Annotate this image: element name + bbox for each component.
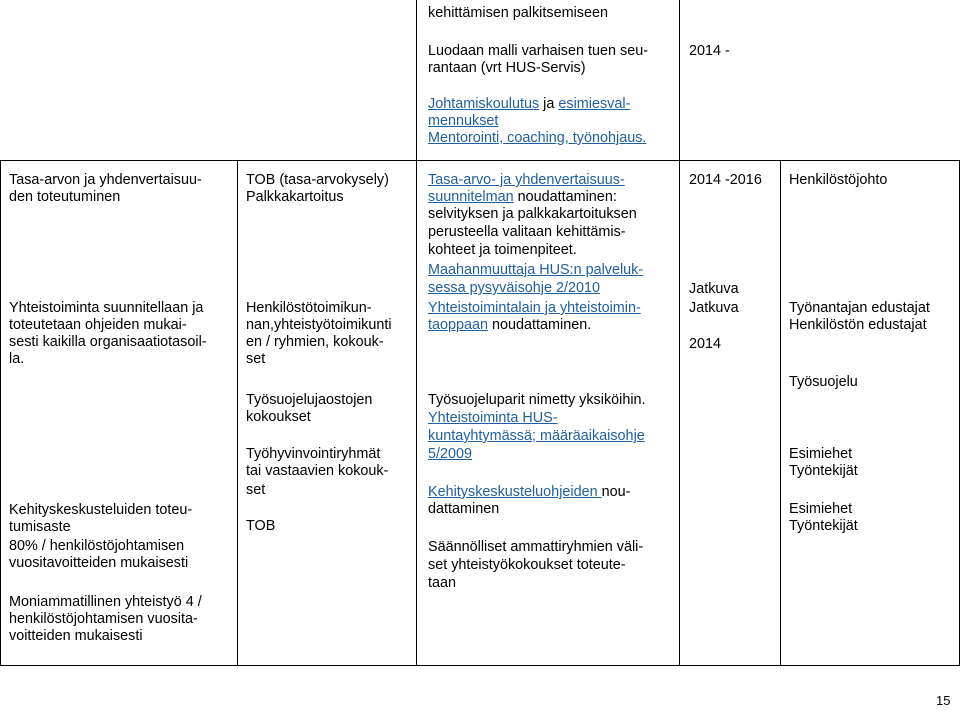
cell-text: nou- <box>601 484 631 500</box>
table-border <box>237 160 238 666</box>
cell-text: den toteutuminen <box>9 189 121 205</box>
cell-text: set <box>246 482 266 498</box>
yhteistoiminta-hus-link[interactable]: 5/2009 <box>428 446 473 462</box>
cell-text: rantaan (vrt HUS-Servis) <box>428 60 586 76</box>
cell-text: perusteella valitaan kehittämis- <box>428 224 626 240</box>
conjunction-text: ja <box>539 96 559 112</box>
cell-text: kokoukset <box>246 409 311 425</box>
cell-text: Tasa-arvon ja yhdenvertaisuu- <box>9 172 202 188</box>
yhteistoiminta-hus-link[interactable]: Yhteistoiminta HUS- <box>428 410 558 426</box>
cell-text: tumisaste <box>9 519 71 535</box>
cell-text: kohteet ja toimenpiteet. <box>428 242 577 258</box>
cell-text: Kehityskeskusteluiden toteu- <box>9 502 193 518</box>
cell-text: set yhteistyökokoukset toteute- <box>428 557 626 573</box>
cell-text: vuositavoitteiden mukaisesti <box>9 555 189 571</box>
cell-text: la. <box>9 351 25 367</box>
cell-text: selvityksen ja palkkakartoituksen <box>428 206 637 222</box>
cell-text: tai vastaavien kokouk- <box>246 463 389 479</box>
cell-text: 2014 -2016 <box>689 172 762 188</box>
cell-text: voitteiden mukaisesti <box>9 628 143 644</box>
kehityskeskusteluohje-link[interactable]: Kehityskeskusteluohjeiden <box>428 484 602 500</box>
cell-text: Luodaan malli varhaisen tuen seu- <box>428 43 648 59</box>
tasa-arvosuunnitelma-link[interactable]: Tasa-arvo- ja yhdenvertaisuus- <box>428 172 625 188</box>
cell-text: noudattaminen: <box>513 189 617 205</box>
cell-text: Palkkakartoitus <box>246 189 344 205</box>
cell-text: Työnantajan edustajat <box>789 300 930 316</box>
cell-text <box>428 317 591 334</box>
yhteistoimintalaki-link[interactable]: taoppaan <box>428 317 489 333</box>
cell-text: Työsuojelujaostojen <box>246 392 373 408</box>
esimiesvalmennukset-link[interactable]: mennukset <box>428 113 499 129</box>
maahanmuuttaja-ohje-link[interactable]: Maahanmuuttaja HUS:n palveluk- <box>428 262 644 278</box>
maahanmuuttaja-ohje-link[interactable]: sessa pysyväisohje 2/2010 <box>428 280 600 296</box>
cell-text: TOB <box>246 518 276 534</box>
cell-text: en / ryhmien, kokouk- <box>246 334 384 350</box>
table-border <box>679 160 680 666</box>
cell-text: Esimiehet <box>789 501 853 517</box>
cell-text: 80% / henkilöstöjohtamisen <box>9 538 185 554</box>
cell-text: Henkilöstön edustajat <box>789 317 927 333</box>
cell-text: sesti kaikilla organisaatiotasoil- <box>9 334 207 350</box>
cell-text: Säännölliset ammattiryhmien väli- <box>428 539 644 555</box>
cell-text: 2014 <box>689 336 722 352</box>
cell-text: Henkilöstötoimikun- <box>246 300 372 316</box>
mentorointi-link[interactable]: Mentorointi, coaching, työnohjaus. <box>428 130 647 146</box>
cell-text: Henkilöstöjohto <box>789 172 888 188</box>
cell-text: taan <box>428 575 457 591</box>
cell-text: Moniammatillinen yhteistyö 4 / <box>9 594 202 610</box>
table-border <box>0 665 960 666</box>
table-border <box>679 0 680 160</box>
tasa-arvosuunnitelma-link[interactable]: suunnitelman <box>428 189 514 205</box>
table-border <box>0 160 1 666</box>
cell-text <box>428 189 617 206</box>
cell-text: Työntekijät <box>789 463 858 479</box>
cell-text: set <box>246 351 266 367</box>
cell-text: 2014 - <box>689 43 730 59</box>
cell-text: TOB (tasa-arvokysely) <box>246 172 389 188</box>
cell-text: kehittämisen palkitsemiseen <box>428 5 608 21</box>
cell-text: dattaminen <box>428 501 500 517</box>
cell-text: Jatkuva <box>689 300 739 316</box>
cell-text: Työhyvinvointiryhmät <box>246 446 381 462</box>
cell-text: toteutetaan ohjeiden mukai- <box>9 317 187 333</box>
cell-text: Jatkuva <box>689 281 739 297</box>
yhteistoimintalaki-link[interactable]: Yhteistoimintalain ja yhteistoimin- <box>428 300 641 316</box>
cell-text: Työsuojelu <box>789 374 858 390</box>
table-border <box>0 160 960 161</box>
page-number: 15 <box>936 693 951 708</box>
cell-text <box>428 96 630 113</box>
table-border <box>780 160 781 666</box>
cell-text: Esimiehet <box>789 446 853 462</box>
cell-text: Yhteistoiminta suunnitellaan ja <box>9 300 204 316</box>
cell-text: Työntekijät <box>789 518 858 534</box>
esimiesvalmennukset-link[interactable]: esimiesval- <box>558 96 631 112</box>
yhteistoiminta-hus-link[interactable]: kuntayhtymässä; määräaikaisohje <box>428 428 645 444</box>
cell-text: nan,yhteistyötoimikunti <box>246 317 392 333</box>
table-border <box>416 0 417 160</box>
johtamiskoulutus-link[interactable]: Johtamiskoulutus <box>428 96 540 112</box>
cell-text: henkilöstöjohtamisen vuosita- <box>9 611 198 627</box>
cell-text: Työsuojeluparit nimetty yksiköihin. <box>428 392 646 408</box>
cell-text: noudattaminen. <box>488 317 592 333</box>
cell-text <box>428 484 630 501</box>
table-border <box>416 160 417 666</box>
